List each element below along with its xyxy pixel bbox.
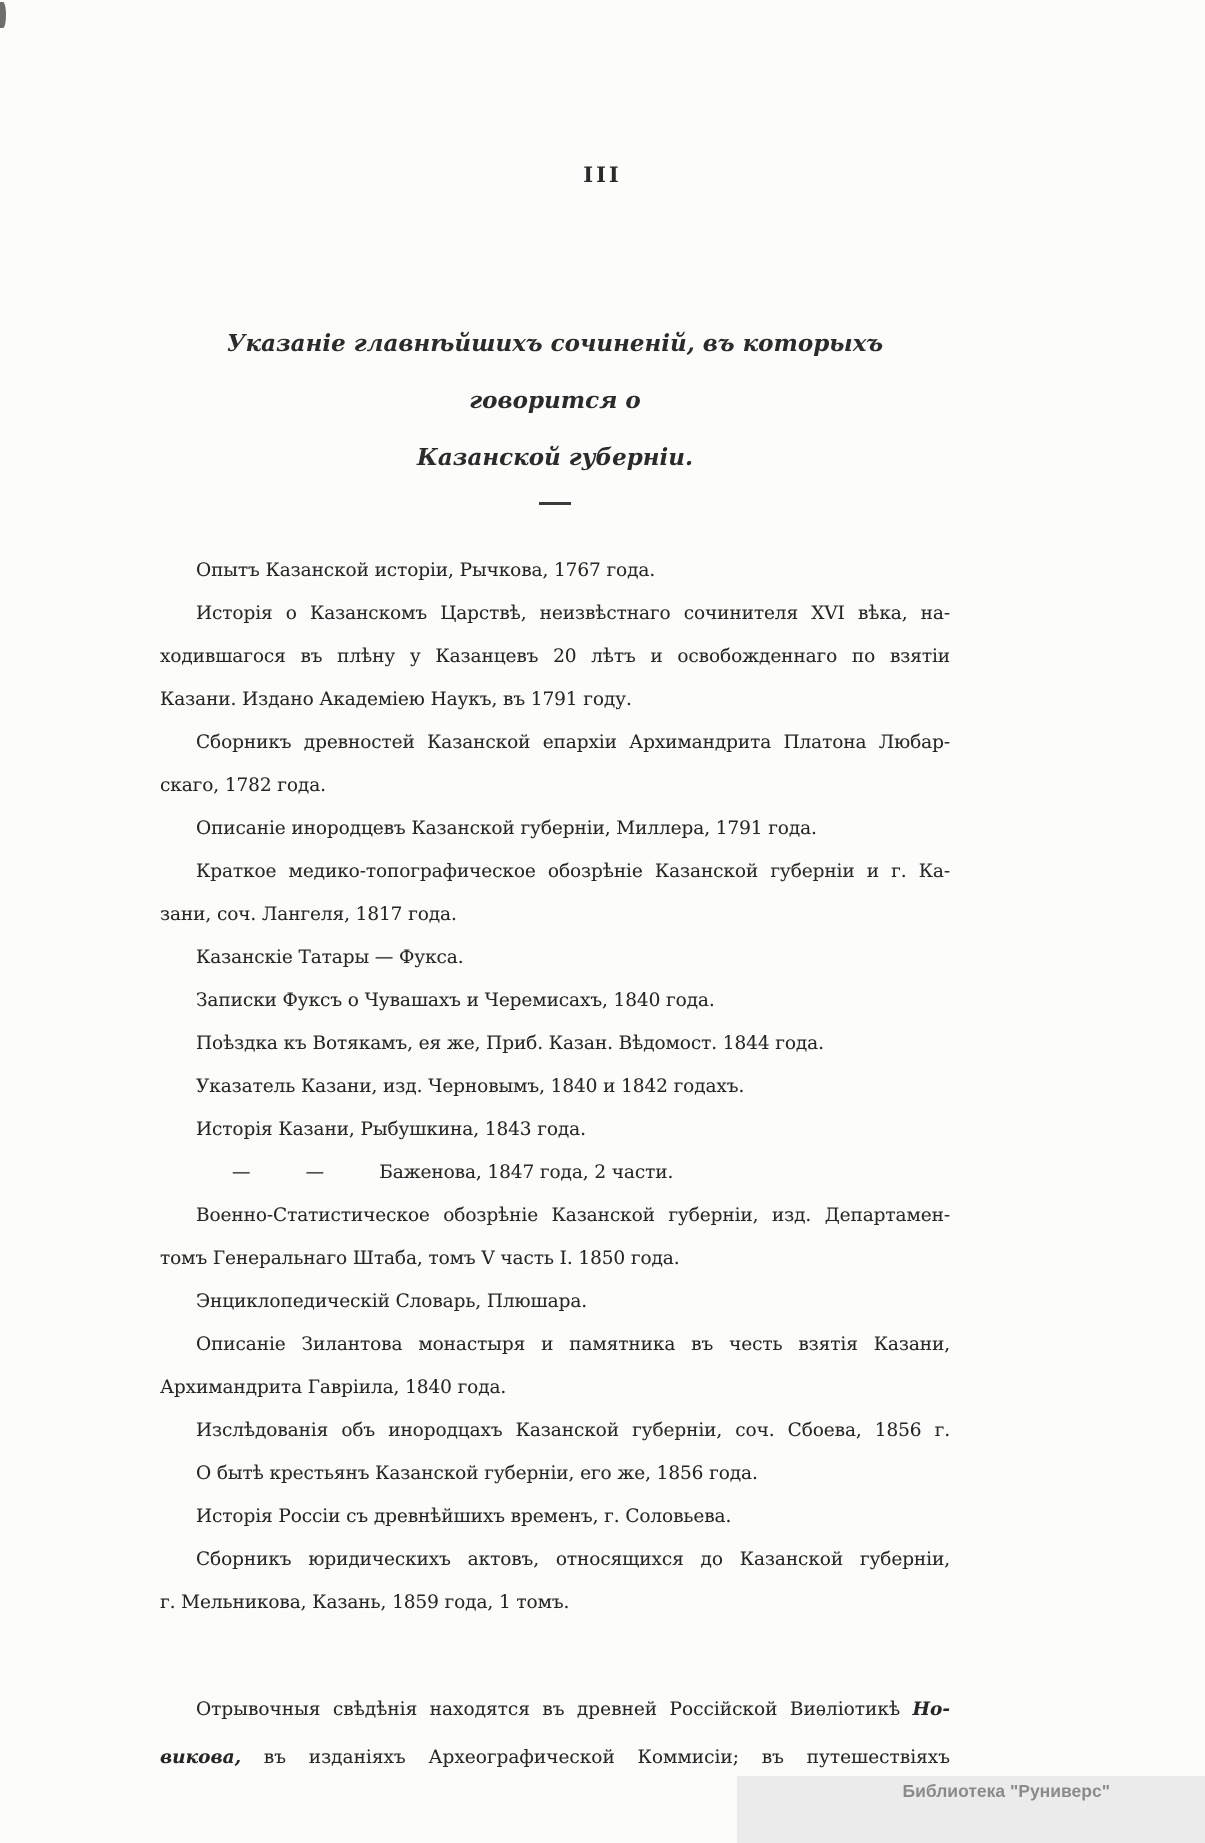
closing-text: Отрывочныя свѣдѣнія находятся въ древней Россійской Виѳліотикѣ bbox=[196, 1699, 913, 1720]
section-divider-rule bbox=[539, 502, 571, 505]
body-line: Исторія Казани, Рыбушкина, 1843 года. bbox=[196, 1119, 586, 1140]
body-line: томъ Генеральнаго Штаба, томъ V часть I. 1850 года. bbox=[160, 1248, 680, 1269]
body-line: Описаніе инородцевъ Казанской губерніи, Миллера, 1791 года. bbox=[196, 818, 817, 839]
scan-edge-artifact bbox=[0, 2, 6, 28]
body-line: Сборникъ древностей Казанской епархіи Архимандрита Платона Любар- bbox=[196, 732, 950, 753]
heading-line-1: Указаніе главнѣйшихъ сочиненій, въ которыхъ говорится о bbox=[226, 330, 884, 414]
body-line: Архимандрита Гавріила, 1840 года. bbox=[160, 1377, 507, 1398]
author-name-italic: Но- bbox=[912, 1699, 950, 1720]
body-line: Военно-Статистическое обозрѣніе Казанской губерніи, изд. Департамен- bbox=[196, 1205, 950, 1226]
closing-line-2 bbox=[160, 1734, 950, 1782]
body-line: Казанскіе Татары — Фукса. bbox=[196, 947, 464, 968]
body-line-ditto: — — Баженова, 1847 года, 2 части. bbox=[232, 1162, 674, 1183]
body-line: зани, соч. Лангеля, 1817 года. bbox=[160, 904, 457, 925]
body-line: Записки Фуксъ о Чувашахъ и Черемисахъ, 1840 года. bbox=[196, 990, 715, 1011]
closing-line-1 bbox=[160, 1686, 950, 1734]
body-line: скаго, 1782 года. bbox=[160, 775, 326, 796]
body-line: Краткое медико-топографическое обозрѣніе Казанской губерніи и г. Ка- bbox=[196, 861, 950, 882]
body-line: г. Мельникова, Казань, 1859 года, 1 томъ. bbox=[160, 1592, 570, 1613]
heading-line-2: Казанской губерніи. bbox=[416, 444, 694, 471]
section-heading bbox=[160, 315, 950, 486]
body-line: Энциклопедическій Словарь, Плюшара. bbox=[196, 1291, 588, 1312]
body-line: Опытъ Казанской исторіи, Рычкова, 1767 года. bbox=[196, 560, 656, 581]
page-number: III bbox=[583, 162, 622, 187]
body-line: Поѣздка къ Вотякамъ, ея же, Приб. Казан. Вѣдомост. 1844 года. bbox=[196, 1033, 824, 1054]
watermark-box bbox=[737, 1776, 1205, 1843]
bibliography-list bbox=[160, 549, 950, 1624]
body-line: Исторія о Казанскомъ Царствѣ, неизвѣстнаго сочинителя XVI вѣка, на- bbox=[196, 603, 950, 624]
body-line: Указатель Казани, изд. Черновымъ, 1840 и 1842 годахъ. bbox=[196, 1076, 745, 1097]
page-content bbox=[160, 315, 950, 1782]
body-line: О бытѣ крестьянъ Казанской губерніи, его же, 1856 года. bbox=[196, 1463, 758, 1484]
body-line: Казани. Издано Академіею Наукъ, въ 1791 году. bbox=[160, 689, 632, 710]
body-line: Изслѣдованія объ инородцахъ Казанской губерніи, соч. Сбоева, 1856 г. bbox=[196, 1420, 950, 1441]
body-line: Сборникъ юридическихъ актовъ, относящихся до Казанской губерніи, bbox=[196, 1549, 950, 1570]
author-name-italic: викова, bbox=[160, 1747, 242, 1768]
body-line: ходившагося въ плѣну у Казанцевъ 20 лѣтъ и освобожденнаго по взятіи bbox=[160, 646, 950, 667]
body-line: Исторія Россіи съ древнѣйшихъ временъ, г. Соловьева. bbox=[196, 1506, 732, 1527]
watermark-label: Библиотека "Руниверс" bbox=[902, 1781, 1110, 1801]
closing-paragraph bbox=[160, 1686, 950, 1782]
closing-text: въ изданіяхъ Археографической Коммисіи; въ путешествіяхъ bbox=[241, 1747, 950, 1768]
body-line: Описаніе Зилантова монастыря и памятника въ честь взятія Казани, bbox=[196, 1334, 950, 1355]
